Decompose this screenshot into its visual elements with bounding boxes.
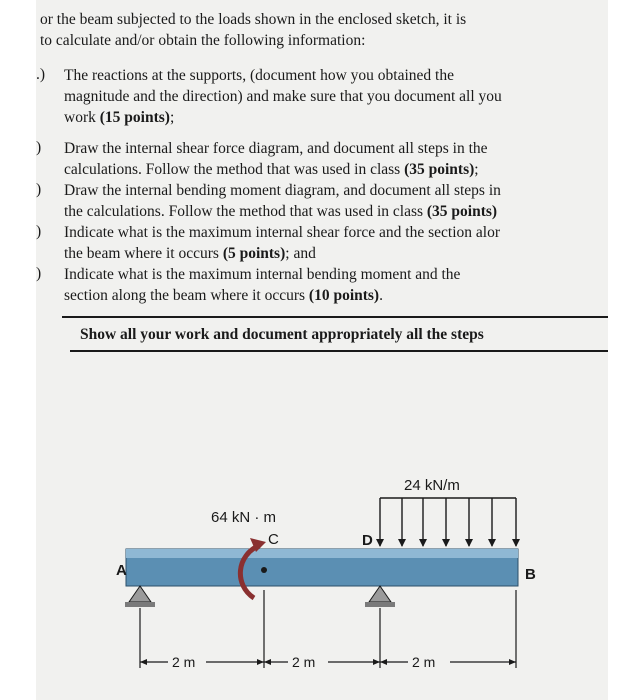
point-d-label: D	[362, 532, 373, 549]
list-marker: )	[36, 265, 42, 282]
list-item-line: Draw the internal bending moment diagram, and document all steps in	[64, 182, 501, 199]
beam-top-face	[126, 549, 518, 558]
list-marker: )	[36, 181, 42, 198]
dimension-label-1: 2 m	[172, 654, 196, 670]
intro-line-2: to calculate and/or obtain the following information:	[40, 32, 366, 49]
dimension-lines	[140, 590, 516, 668]
list-item-line: Indicate what is the maximum internal bending moment and the	[64, 266, 461, 283]
point-b-label: B	[525, 566, 536, 583]
list-item-line: The reactions at the supports, (document how you obtained the	[64, 67, 454, 84]
problem-page	[36, 0, 608, 700]
distributed-load-arrowheads	[376, 539, 520, 547]
intro-line-1: or the beam subjected to the loads shown in the enclosed sketch, it is	[40, 11, 467, 28]
list-item-line: Draw the internal shear force diagram, and document all steps in the	[64, 140, 488, 157]
beam-diagram	[36, 0, 608, 700]
dimension-label-2: 2 m	[292, 654, 316, 670]
moment-label: 64 kN · m	[211, 509, 277, 526]
list-item-line: section along the beam where it occurs (10 points).	[64, 286, 383, 304]
list-item-line: work (15 points);	[64, 108, 175, 126]
support-a-icon	[125, 586, 155, 607]
distributed-load-label: 24 kN/m	[404, 477, 460, 494]
list-item-line: magnitude and the direction) and make sure that you document all you	[64, 87, 502, 105]
point-c-label: C	[268, 531, 279, 548]
list-item-line: Indicate what is the maximum internal shear force and the section alor	[64, 224, 500, 241]
point-a-label: A	[116, 562, 127, 579]
show-work-instruction: Show all your work and document appropriately all the steps	[80, 326, 484, 343]
support-d-icon	[365, 586, 395, 607]
distributed-load	[380, 498, 516, 546]
list-item-line: the beam where it occurs (5 points); and	[64, 244, 316, 262]
list-item-line: calculations. Follow the method that was used in class (35 points);	[64, 160, 479, 178]
point-c-marker	[261, 567, 267, 573]
list-marker: )	[36, 223, 42, 240]
list-marker: .)	[36, 66, 46, 83]
list-marker: )	[36, 139, 42, 156]
dimension-label-3: 2 m	[412, 654, 436, 670]
list-item-line: the calculations. Follow the method that was used in class (35 points)	[64, 202, 498, 220]
